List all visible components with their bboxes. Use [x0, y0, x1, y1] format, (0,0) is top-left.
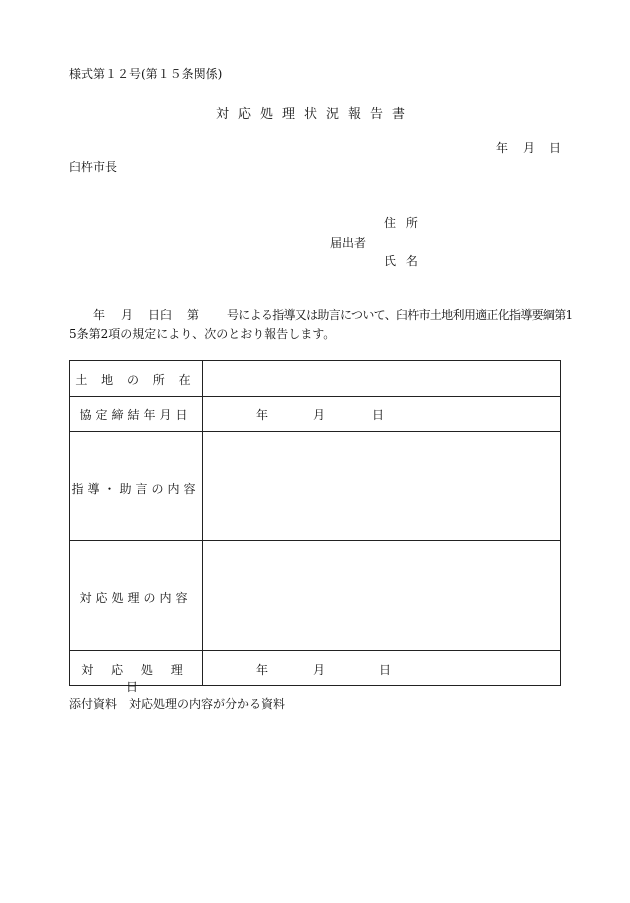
- agreement-date-month: 月: [313, 408, 326, 422]
- row-label-guidance-content: 指導・助言の内容: [71, 482, 200, 496]
- land-location-value: [203, 361, 560, 396]
- guidance-content-value: [203, 432, 560, 540]
- agreement-date-day: 日: [372, 408, 385, 422]
- body-dai: 第: [187, 308, 200, 322]
- row-label-response-content: 対応処理の内容: [79, 591, 192, 605]
- response-date-year: 年: [256, 663, 269, 677]
- table-divider-4: [69, 650, 561, 651]
- response-date-month: 月: [313, 663, 326, 677]
- response-date-day: 日: [379, 663, 392, 677]
- body-year: 年: [93, 308, 106, 322]
- row-label-agreement-date: 協定締結年月日: [79, 408, 192, 422]
- response-content-value: [203, 541, 560, 650]
- addressee: 臼杵市長: [69, 160, 118, 174]
- body-day-prefix: 日臼: [148, 308, 173, 322]
- table-border-right: [560, 360, 561, 686]
- notifier-address-label: 住 所: [384, 216, 421, 230]
- date-year: 年: [496, 141, 509, 155]
- body-month: 月: [121, 308, 134, 322]
- attachment-note: 添付資料 対応処理の内容が分かる資料: [69, 697, 286, 711]
- body-rest: 号による指導又は助言について、臼杵市土地利用適正化指導要綱第1: [227, 308, 573, 322]
- row-label-response-date: 対 応 処 理 日: [81, 663, 190, 694]
- agreement-date-year: 年: [256, 408, 269, 422]
- date-month: 月: [523, 141, 536, 155]
- table-divider-1: [69, 396, 561, 397]
- notifier-label: 届出者: [330, 236, 367, 250]
- date-day: 日: [549, 141, 562, 155]
- page-title: 対応処理状況報告書: [215, 107, 414, 122]
- notifier-name-label: 氏 名: [384, 254, 421, 268]
- form-number: 様式第１２号(第１５条関係): [69, 67, 223, 81]
- body-line-2: 5条第2項の規定により、次のとおり報告します。: [69, 327, 336, 341]
- row-label-land-location: 土 地 の 所 在: [75, 373, 196, 387]
